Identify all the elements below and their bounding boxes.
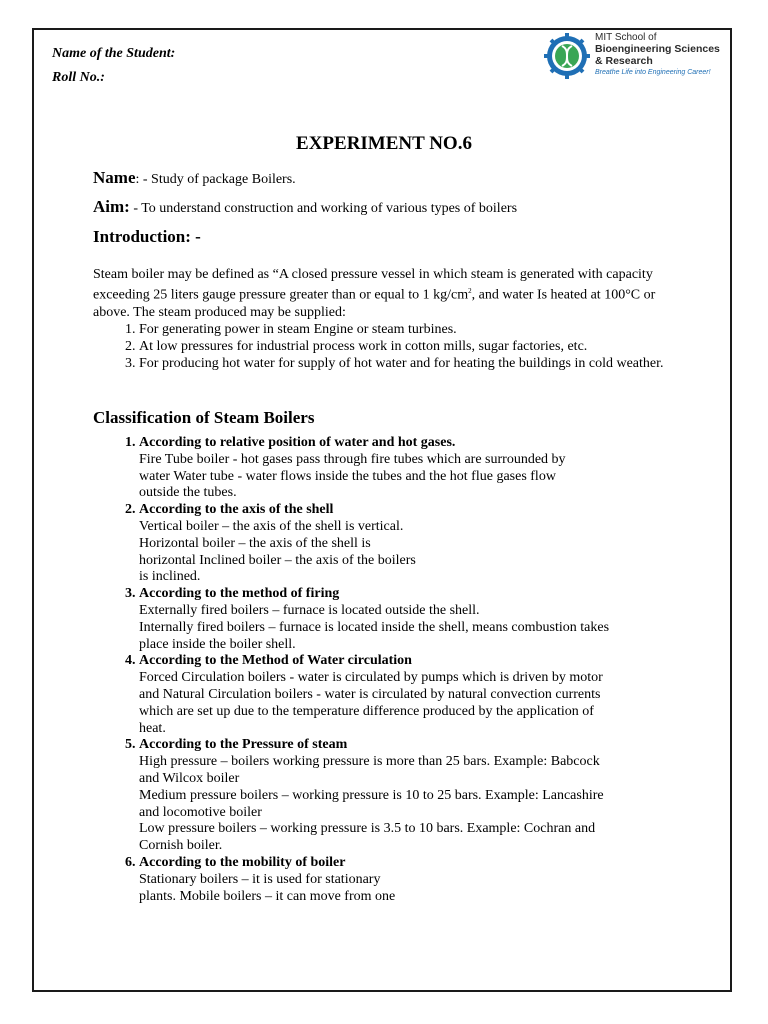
logo-line-1: MIT School of — [595, 32, 657, 43]
introduction-heading: Introduction: - — [93, 227, 201, 246]
intro-superscript: 2 — [468, 287, 472, 295]
classification-line: horizontal Inclined boiler – the axis of the boilers — [139, 552, 416, 568]
classification-item — [139, 435, 719, 502]
classification-line: outside the tubes. — [139, 485, 237, 501]
classification-line: Medium pressure boilers – working pressure is 10 to 25 bars. Example: Lancashire — [139, 787, 604, 803]
intro-text-1: Steam boiler may be defined as “A closed pressure vessel in which steam is generated with capacity exceeding 25 liters gauge pressure greater than or equal to 1 kg/cm — [93, 267, 653, 303]
classification-item — [139, 855, 719, 905]
classification-list — [93, 435, 719, 905]
name-field — [93, 168, 296, 188]
name-label: Name — [93, 168, 136, 187]
experiment-title: EXPERIMENT NO.6 — [296, 133, 472, 154]
classification-line: Externally fired boilers – furnace is located outside the shell. — [139, 602, 480, 618]
intro-text-2: , and water Is heated at 100°C or above. The steam produced may be supplied: — [93, 287, 656, 320]
aim-value: - To understand construction and working of various types of boilers — [129, 201, 518, 216]
list-item: 2. At low pressures for industrial process work in cotton mills, sugar factories, etc. — [139, 338, 673, 355]
classification-line: Forced Circulation boilers - water is circulated by pumps which is driven by motor — [139, 670, 603, 686]
classification-item — [139, 586, 719, 653]
classification-line: place inside the boiler shell. — [139, 636, 296, 652]
classification-heading-text: According to the Pressure of steam — [139, 737, 348, 753]
dna-gear-logo-icon — [543, 32, 591, 80]
classification-line: Stationary boilers – it is used for stationary — [139, 871, 381, 887]
aim-field — [93, 197, 517, 217]
classification-line: Cornish boiler. — [139, 838, 223, 854]
introduction-paragraph — [93, 266, 673, 372]
classification-heading-text: According to the axis of the shell — [139, 502, 334, 518]
aim-label: Aim: — [93, 197, 130, 216]
classification-heading-text: According to relative position of water and hot gases. — [139, 435, 456, 450]
logo-line-2: Bioengineering Sciences — [595, 43, 720, 55]
classification-heading-text: According to the method of firing — [139, 586, 340, 602]
classification-heading-text: According to the Method of Water circulation — [139, 653, 412, 669]
classification-line: Vertical boiler – the axis of the shell is vertical. — [139, 518, 404, 534]
institute-logo — [543, 32, 733, 82]
classification-line: High pressure – boilers working pressure is more than 25 bars. Example: Babcock — [139, 754, 600, 770]
classification-line: which are set up due to the temperature difference produced by the application of — [139, 703, 594, 719]
classification-item — [139, 653, 719, 737]
classification-line: heat. — [139, 720, 166, 736]
roll-no-label: Roll No.: — [52, 70, 105, 85]
classification-line: Horizontal boiler – the axis of the shell is — [139, 535, 371, 551]
classification-line: and locomotive boiler — [139, 804, 262, 820]
classification-line: plants. Mobile boilers – it can move from one — [139, 888, 396, 904]
list-item: 1. For generating power in steam Engine or steam turbines. — [139, 321, 673, 338]
classification-line: is inclined. — [139, 569, 201, 585]
classification-line: Low pressure boilers – working pressure is 3.5 to 10 bars. Example: Cochran and — [139, 821, 596, 837]
list-item: 3. For producing hot water for supply of hot water and for heating the buildings in cold weather. — [139, 355, 673, 372]
logo-line-3: & Research — [595, 55, 653, 67]
classification-line: water Water tube - water flows inside the tubes and the hot flue gases flow — [139, 468, 556, 484]
classification-line: Fire Tube boiler - hot gases pass through fire tubes which are surrounded by — [139, 451, 566, 467]
classification-line: and Natural Circulation boilers - water is circulated by natural convection currents — [139, 686, 601, 702]
classification-line: Internally fired boilers – furnace is located inside the shell, means combustion takes — [139, 619, 610, 635]
classification-item — [139, 737, 719, 855]
classification-heading-text: According to the mobility of boiler — [139, 854, 346, 870]
logo-tagline: Breathe Life into Engineering Career! — [595, 69, 711, 76]
classification-line: and Wilcox boiler — [139, 770, 240, 786]
classification-item — [139, 502, 719, 586]
student-info — [52, 42, 175, 90]
classification-heading: Classification of Steam Boilers — [93, 408, 315, 427]
name-value: : - Study of package Boilers. — [135, 172, 296, 187]
student-name-label: Name of the Student: — [52, 46, 176, 61]
intro-list — [93, 321, 673, 372]
